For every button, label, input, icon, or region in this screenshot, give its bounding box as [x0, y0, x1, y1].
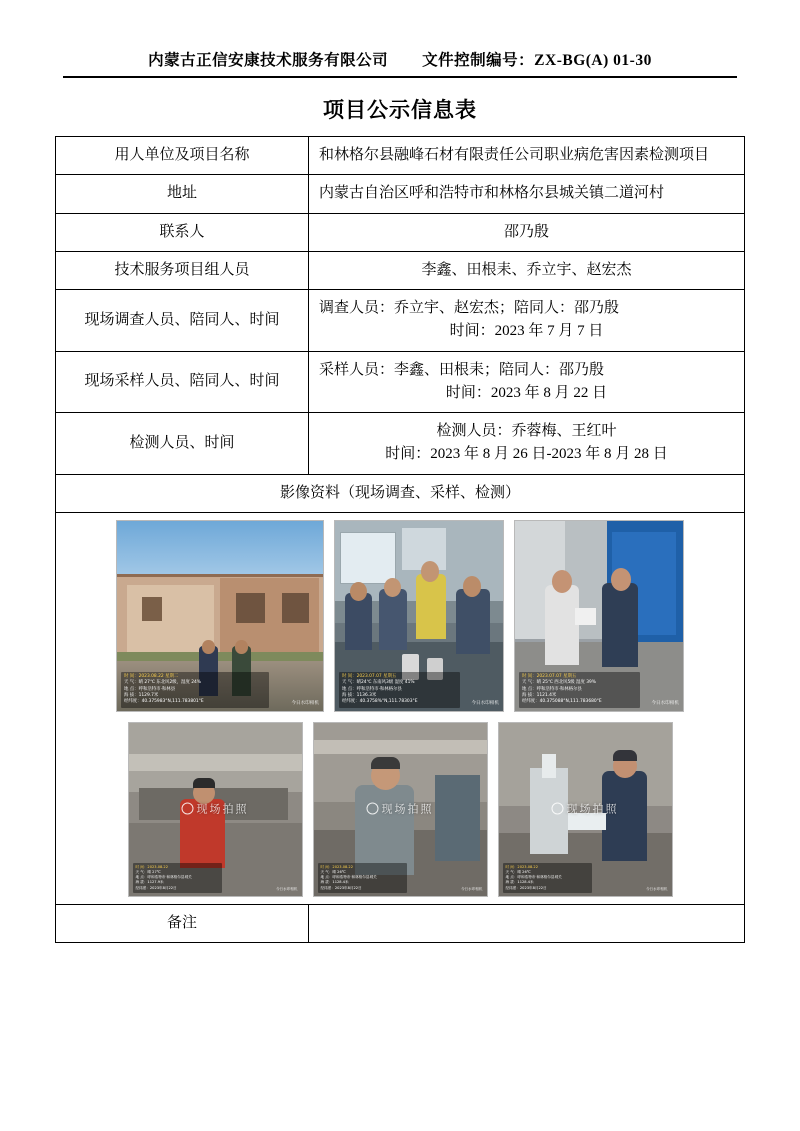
stamp-badge: 今日水印相机 [460, 887, 483, 892]
document-control-number: 文件控制编号：ZX-BG(A) 01-30 [422, 52, 652, 69]
media-section-heading: 影像资料（现场调查、采样、检测） [56, 474, 745, 512]
stamp-time: 时 间：2023.08.22 [320, 864, 353, 869]
photo-stamp [503, 863, 593, 893]
photo-watermark: 现场拍照 [367, 801, 434, 818]
photo-stamp [339, 672, 460, 708]
row-label-testing: 检测人员、时间 [56, 413, 309, 475]
row-value-team: 李鑫、田根耒、乔立宇、赵宏杰 [309, 251, 745, 289]
photo-stamp [133, 863, 223, 893]
photo-stamp [519, 672, 640, 708]
stamp-weather: 天 气：晴 27℃ [135, 869, 161, 874]
photo-watermark: 现场拍照 [552, 801, 619, 818]
photo-outdoor-discussion [514, 520, 684, 712]
stamp-coords: 经纬度：40.375088°N,111.783680°E [522, 699, 602, 705]
stamp-coords: 经纬度：2023年8月22日 [135, 885, 177, 890]
row-label-remark: 备注 [56, 904, 309, 942]
stamp-altitude: 海 拔：1129.7米 [124, 693, 159, 698]
photo-stamp [121, 672, 269, 708]
stamp-time: 时 间：2023.07.07 星期五 [522, 673, 577, 679]
photo-stamp [318, 863, 408, 893]
table-row-survey [56, 290, 745, 352]
watermark-dot-icon [367, 803, 379, 815]
project-disclosure-table [55, 136, 745, 943]
photo-worker-gray-jacket [313, 722, 488, 897]
sampling-date: 时间：2023 年 8 月 22 日 [445, 384, 608, 401]
testing-personnel: 检测人员：乔蓉梅、王红叶 [436, 423, 617, 439]
stamp-badge: 今日水印相机 [651, 700, 679, 706]
row-label-contact: 联系人 [56, 213, 309, 251]
stamp-badge: 今日水印相机 [291, 700, 319, 706]
stamp-time: 时 间：2023.08.22 [135, 864, 168, 869]
table-row-address [56, 175, 745, 213]
row-label-address: 地址 [56, 175, 309, 213]
row-label-team: 技术服务项目组人员 [56, 251, 309, 289]
survey-date: 时间：2023 年 7 月 7 日 [449, 323, 604, 340]
row-value-testing [309, 413, 745, 475]
company-name: 内蒙古正信安康技术服务有限公司 [148, 52, 389, 69]
stamp-place: 地 点：呼和浩特市·和林格尔县城关 [505, 875, 562, 880]
document-header [63, 48, 737, 78]
stamp-weather: 天 气：晴 26℃ [505, 869, 531, 874]
table-row-contact [56, 213, 745, 251]
stamp-weather: 天 气：晴 27℃ 东北风2级，湿度 24% [124, 680, 201, 686]
stamp-place: 地 点：呼和浩特市·和林格尔县城关 [320, 875, 377, 880]
stamp-place: 地 点：呼和浩特市·和林格尔县 [522, 686, 582, 692]
row-label-sampling: 现场采样人员、陪同人、时间 [56, 351, 309, 413]
stamp-place: 地 点：呼和浩特市·和林县 [124, 686, 176, 692]
stamp-badge: 今日水印相机 [645, 887, 668, 892]
table-row-testing [56, 413, 745, 475]
stamp-time: 时 间：2023.07.07 星期五 [342, 673, 397, 679]
photo-row-1 [66, 520, 734, 712]
table-row-team [56, 251, 745, 289]
table-row-employer [56, 137, 745, 175]
stamp-badge: 今日水印相机 [471, 700, 499, 706]
media-gallery [56, 512, 745, 904]
row-value-address: 内蒙古自治区呼和浩特市和林格尔县城关镇二道河村 [309, 175, 745, 213]
row-value-survey [309, 290, 745, 352]
survey-personnel: 调查人员：乔立宇、赵宏杰；陪同人：邵乃殷 [319, 300, 620, 316]
photo-lab-sampling [498, 722, 673, 897]
photo-site-exterior [116, 520, 324, 712]
watermark-dot-icon [552, 803, 564, 815]
table-row-media-body [56, 512, 745, 904]
photo-row-2 [66, 722, 734, 897]
stamp-coords: 经纬度：2023年8月22日 [320, 885, 362, 890]
stamp-coords: 经纬度：2023年8月22日 [505, 885, 547, 890]
sampling-personnel: 采样人员：李鑫、田根耒；陪同人：邵乃殷 [319, 361, 605, 378]
stamp-time: 时 间：2023.08.22 星期二 [124, 673, 179, 679]
stamp-altitude: 海 拔：1121.4米 [522, 693, 557, 698]
stamp-altitude: 海 拔：1136.3米 [342, 693, 377, 698]
stamp-weather: 天 气：晴24℃ 东南风3级 湿度 41% [342, 680, 415, 686]
stamp-coords: 经纬度：40.3758%°N,111.78303°E [342, 699, 418, 705]
stamp-place: 地 点：呼和浩特市·和林格尔县 [342, 686, 402, 692]
stamp-weather: 天 气：晴 25℃ 西北风5级 湿度 39% [522, 680, 596, 686]
stamp-coords: 经纬度：40.375983°N,111.783801°E [124, 699, 204, 705]
row-value-remark [309, 904, 745, 942]
stamp-badge: 今日水印相机 [275, 887, 298, 892]
row-value-contact: 邵乃殷 [309, 213, 745, 251]
row-label-survey: 现场调查人员、陪同人、时间 [56, 290, 309, 352]
photo-watermark: 现场拍照 [182, 801, 249, 818]
stamp-time: 时 间：2023.08.22 [505, 864, 538, 869]
row-value-sampling [309, 351, 745, 413]
stamp-altitude: 海 拔：1127.9米 [135, 880, 164, 885]
table-row-media-heading [56, 474, 745, 512]
photo-worker-red-shirt [128, 722, 303, 897]
row-value-employer: 和林格尔县融峰石材有限责任公司职业病危害因素检测项目 [309, 137, 745, 175]
stamp-weather: 天 气：晴 26℃ [320, 869, 346, 874]
stamp-altitude: 海 拔：1128.4米 [505, 880, 534, 885]
row-label-employer: 用人单位及项目名称 [56, 137, 309, 175]
photo-indoor-meeting [334, 520, 504, 712]
stamp-place: 地 点：呼和浩特市·和林格尔县城关 [135, 875, 192, 880]
stamp-altitude: 海 拔：1128.4米 [320, 880, 349, 885]
watermark-dot-icon [182, 803, 194, 815]
table-row-sampling [56, 351, 745, 413]
testing-date: 时间：2023 年 8 月 26 日-2023 年 8 月 28 日 [385, 446, 668, 463]
table-row-remark [56, 904, 745, 942]
page-title: 项目公示信息表 [323, 98, 477, 122]
